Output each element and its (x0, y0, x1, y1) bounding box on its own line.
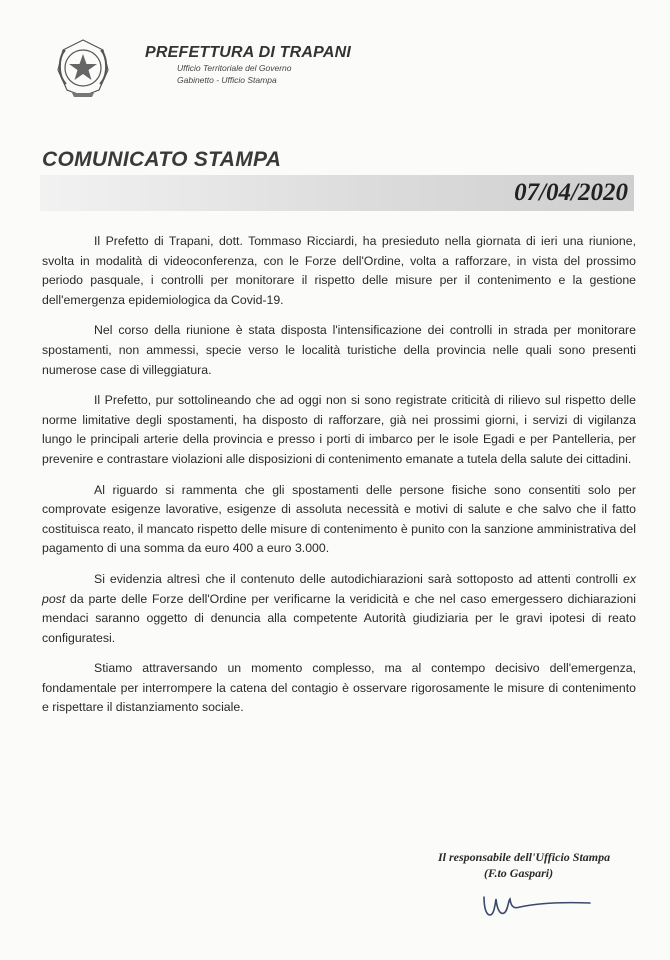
paragraph-2: Nel corso della riunione è stata disposta l'intensificazione dei controlli in strada per monitorare spostamenti, non ammessi, specie verso le località turistiche della provincia nelle quali sono presenti numerose case di villeggiatura. (42, 323, 636, 377)
letterhead (145, 44, 351, 86)
handwritten-signature (478, 885, 598, 921)
date-band (40, 175, 634, 211)
document-date: 07/04/2020 (514, 179, 628, 206)
document-type-title: COMUNICATO STAMPA (42, 148, 282, 171)
paragraph-5-start: Si evidenzia altresì che il contenuto delle autodichiarazioni sarà sottoposto ad attenti controlli (94, 571, 623, 586)
office-line-1: Ufficio Territoriale del Governo (177, 63, 292, 73)
paragraph-3: Il Prefetto, pur sottolineando che ad oggi non si sono registrate criticità di rilievo sul rispetto delle norme limitative degli spostamenti, ha disposto di rafforzare, già nei prossimi giorni, i servizi di vigilanza lungo le principali arterie della provincia e presso i porti di imbarco per le isole Egadi e per Pantelleria, per prevenire e contrastare violazioni alle disposizioni di contenimento emanate a tutela della salute dei cittadini. (42, 393, 636, 466)
paragraph-5-italic: ex post (42, 571, 636, 606)
paragraph-5 (42, 570, 636, 648)
paragraph-6: Stiamo attraversando un momento complesso, ma al contempo decisivo dell'emergenza, fondamentale per interrompere la catena del contagio è osservare rigorosamente le misure di contenimento e rispettare il distanziamento sociale. (42, 661, 636, 715)
agency-name: PREFETTURA DI TRAPANI (145, 44, 351, 61)
paragraph-4: Al riguardo si rammenta che gli spostamenti delle persone fisiche sono consentiti solo per comprovate esigenze lavorative, esigenze di assoluta necessità e motivi di salute e che salvo che il fatto costituisca reato, il mancato rispetto delle misure di contenimento è punito con la sanzione amministrativa del pagamento di una somma da euro 400 a euro 3.000. (42, 482, 636, 556)
signatory-name: (F.to Gaspari) (484, 866, 554, 880)
italian-republic-emblem-icon (52, 36, 114, 100)
paragraph-5-end: da parte delle Forze dell'Ordine per verificarne la veridicità e che nel caso emergessero dichiarazioni mendaci saranno oggetto di denuncia alla competente Autorità giudiziaria per le gravi ipotesi di reato configuratesi. (42, 591, 636, 645)
paragraph-1: Il Prefetto di Trapani, dott. Tommaso Ricciardi, ha presieduto nella giornata di ieri una riunione, svolta in modalità di videoconferenza, con le Forze dell'Ordine, volta a rafforzare, in vista del prossimo periodo pasquale, i controlli per monitorare il rispetto delle misure per il contenimento e la gestione dell'emergenza epidemiologica da Covid-19. (42, 234, 636, 307)
office-line-2: Gabinetto - Ufficio Stampa (177, 75, 277, 85)
press-release-body (42, 232, 636, 729)
signatory-role: Il responsabile dell'Ufficio Stampa (438, 850, 611, 864)
signature-block (438, 849, 638, 881)
